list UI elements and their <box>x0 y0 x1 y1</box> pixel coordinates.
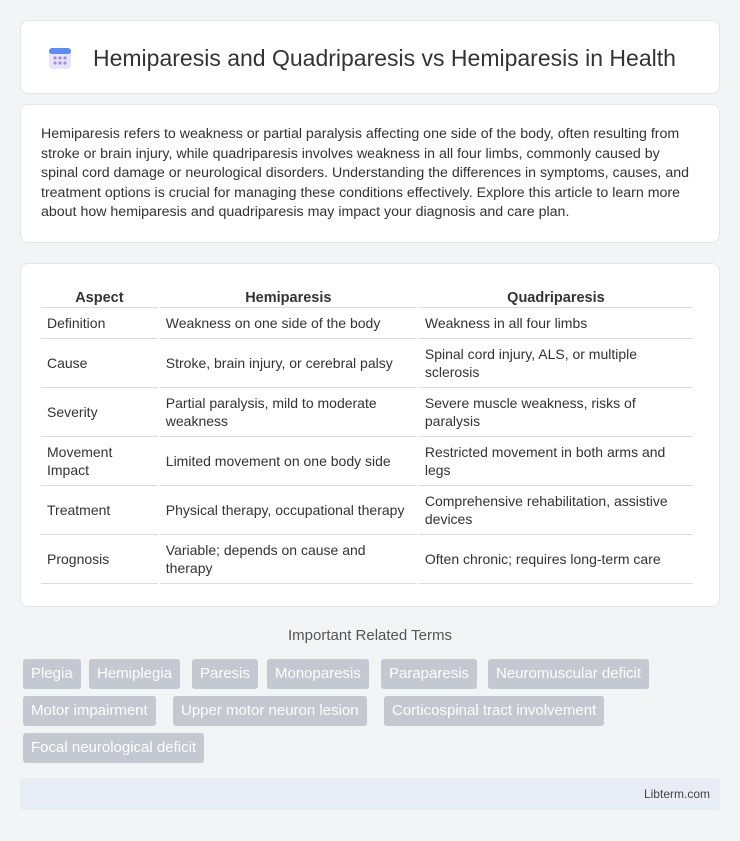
table-row <box>41 308 693 339</box>
comparison-card <box>20 263 720 607</box>
tag-monoparesis[interactable]: Monoparesis <box>267 659 369 689</box>
cell-aspect: Definition <box>41 308 158 339</box>
footer <box>20 778 720 810</box>
tag-focal-neurological-deficit[interactable]: Focal neurological deficit <box>23 733 204 763</box>
cell-hemiparesis: Limited movement on one body side <box>160 437 417 486</box>
cell-quadriparesis: Comprehensive rehabilitation, assistive devices <box>419 486 693 535</box>
cell-aspect: Prognosis <box>41 535 158 584</box>
header-quadriparesis: Quadriparesis <box>419 284 693 308</box>
table-row <box>41 437 693 486</box>
tag-motor-impairment[interactable]: Motor impairment <box>23 696 156 726</box>
cell-aspect: Movement Impact <box>41 437 158 486</box>
cell-hemiparesis: Stroke, brain injury, or cerebral palsy <box>160 339 417 388</box>
table-row <box>41 388 693 437</box>
cell-quadriparesis: Weakness in all four limbs <box>419 308 693 339</box>
tag-corticospinal-tract-involvement[interactable]: Corticospinal tract involvement <box>384 696 604 726</box>
footer-site-link[interactable]: Libterm.com <box>643 787 710 801</box>
cell-hemiparesis: Variable; depends on cause and therapy <box>160 535 417 584</box>
cell-quadriparesis: Spinal cord injury, ALS, or multiple sclerosis <box>419 339 693 388</box>
cell-aspect: Treatment <box>41 486 158 535</box>
tag-neuromuscular-deficit[interactable]: Neuromuscular deficit <box>488 659 649 689</box>
table-row <box>41 486 693 535</box>
header-aspect: Aspect <box>41 284 158 308</box>
tag-paraparesis[interactable]: Paraparesis <box>381 659 477 689</box>
cell-aspect: Severity <box>41 388 158 437</box>
table-row <box>41 339 693 388</box>
cell-hemiparesis: Weakness on one side of the body <box>160 308 417 339</box>
comparison-table <box>39 284 695 584</box>
header-card <box>20 20 720 94</box>
table-row <box>41 535 693 584</box>
tag-upper-motor-neuron-lesion[interactable]: Upper motor neuron lesion <box>173 696 367 726</box>
intro-text: Hemiparesis refers to weakness or partial paralysis affecting one side of the body, often resulting from stroke or brain injury, while quadriparesis involves weakness in all four limbs, commonly caused by spinal cord damage or neurological disorders. Understanding the differences in symptoms, causes, and treatment options is crucial for managing these conditions effectively. Explore this article to learn more about how hemiparesis and quadriparesis may impact your diagnosis and care plan. <box>41 126 689 220</box>
cell-aspect: Cause <box>41 339 158 388</box>
cell-quadriparesis: Often chronic; requires long-term care <box>419 535 693 584</box>
cell-quadriparesis: Restricted movement in both arms and legs <box>419 437 693 486</box>
tag-plegia[interactable]: Plegia <box>23 659 81 689</box>
cell-hemiparesis: Physical therapy, occupational therapy <box>160 486 417 535</box>
tag-paresis[interactable]: Paresis <box>192 659 258 689</box>
tag-hemiplegia[interactable]: Hemiplegia <box>89 659 180 689</box>
cell-hemiparesis: Partial paralysis, mild to moderate weakness <box>160 388 417 437</box>
related-terms-title: Important Related Terms <box>288 627 452 644</box>
cell-quadriparesis: Severe muscle weakness, risks of paralysis <box>419 388 693 437</box>
calendar-grid-icon <box>47 45 73 71</box>
page-title: Hemiparesis and Quadriparesis vs Hemiparesis in Health <box>93 45 676 71</box>
intro-card <box>20 104 720 243</box>
header-hemiparesis: Hemiparesis <box>160 284 417 308</box>
